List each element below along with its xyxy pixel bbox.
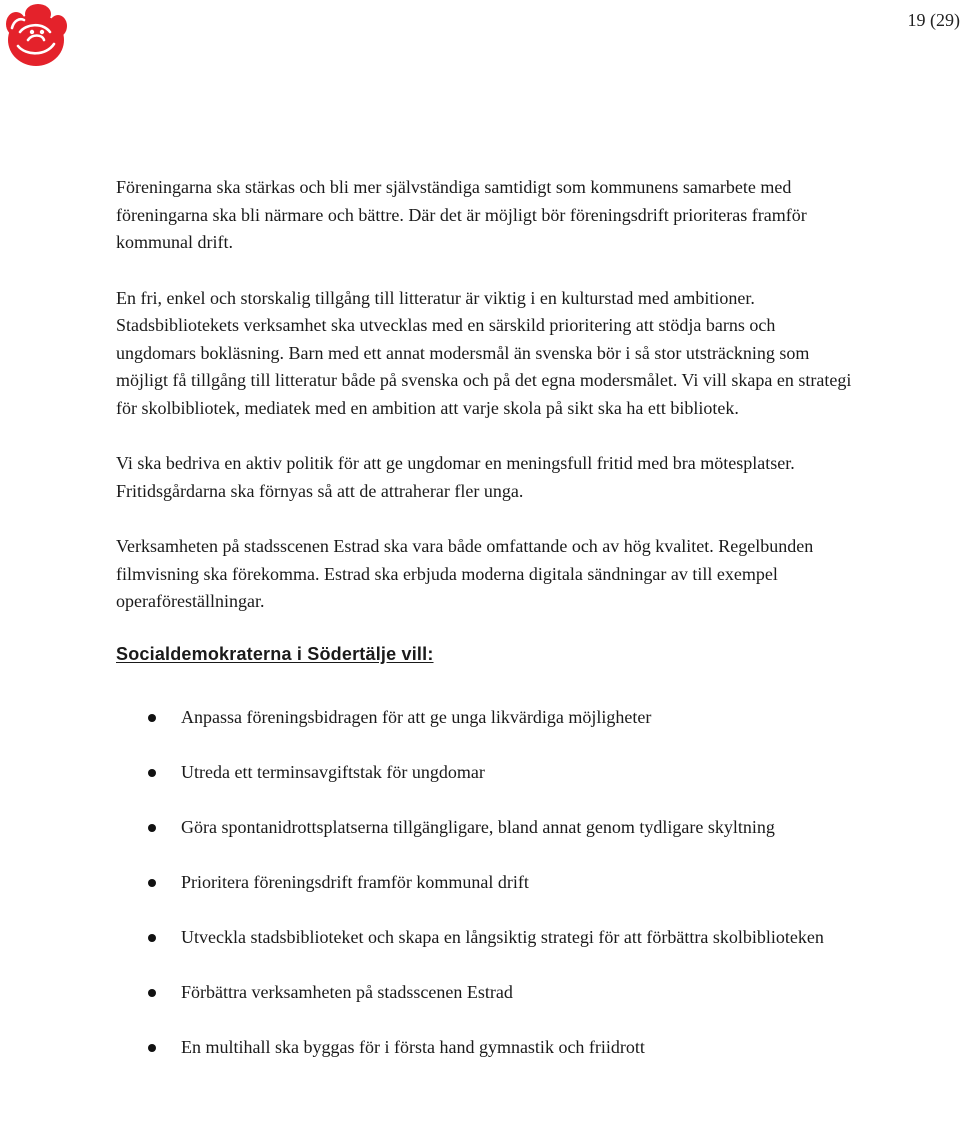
rose-logo-icon	[2, 2, 70, 72]
list-item-text: Prioritera föreningsdrift framför kommunal drift	[181, 871, 529, 892]
list-item-text: Förbättra verksamheten på stadsscenen Estrad	[181, 981, 513, 1002]
paragraph: Föreningarna ska stärkas och bli mer självständiga samtidigt som kommunens samarbete med föreningarna ska bli närmare och bättre. Där det är möjligt bör föreningsdrift prioriteras framför kommunal drift.	[116, 177, 807, 252]
list-item	[116, 760, 856, 785]
paragraph: Vi ska bedriva en aktiv politik för att ge ungdomar en meningsfull fritid med bra mötesplatser. Fritidsgårdarna ska förnyas så att de attraherar fler unga.	[116, 453, 795, 501]
bullet-icon	[148, 989, 156, 997]
section-heading: Socialdemokraterna i Södertälje vill:	[116, 643, 434, 664]
list-item	[116, 705, 856, 730]
list-item-text: Utveckla stadsbiblioteket och skapa en långsiktig strategi för att förbättra skolbiblioteken	[181, 926, 824, 947]
bullet-icon	[148, 879, 156, 887]
document-body	[116, 174, 856, 1090]
list-item	[116, 925, 856, 950]
list-item-text: Anpassa föreningsbidragen för att ge unga likvärdiga möjligheter	[181, 706, 652, 727]
bullet-icon	[148, 934, 156, 942]
paragraph: En fri, enkel och storskalig tillgång till litteratur är viktig i en kulturstad med ambitioner. Stadsbibliotekets verksamhet ska utvecklas med en särskild prioritering att stödja barns och ungdomars bokläsning. Barn med ett annat modersmål än svenska bör i så stor utsträckning som möjligt få tillgång till litteratur både på svenska och på det egna modersmålet. Vi vill skapa en strategi för skolbibliotek, mediatek med en ambition att varje skola på sikt ska ha ett bibliotek.	[116, 287, 852, 418]
list-item	[116, 1035, 856, 1060]
list-item-text: Göra spontanidrottsplatserna tillgängligare, bland annat genom tydligare skyltning	[181, 816, 775, 837]
list-item	[116, 815, 856, 840]
list-item-text: Utreda ett terminsavgiftstak för ungdomar	[181, 761, 485, 782]
list-item	[116, 870, 856, 895]
bullet-icon	[148, 824, 156, 832]
list-item	[116, 980, 856, 1005]
list-item-text: En multihall ska byggas för i första hand gymnastik och friidrott	[181, 1036, 645, 1057]
demands-list	[116, 705, 856, 1060]
paragraph: Verksamheten på stadsscenen Estrad ska vara både omfattande och av hög kvalitet. Regelbunden filmvisning ska förekomma. Estrad ska erbjuda moderna digitala sändningar av till exempel operaföreställningar.	[116, 536, 814, 611]
bullet-icon	[148, 714, 156, 722]
bullet-icon	[148, 769, 156, 777]
bullet-icon	[148, 1044, 156, 1052]
page-number: 19 (29)	[907, 10, 960, 30]
